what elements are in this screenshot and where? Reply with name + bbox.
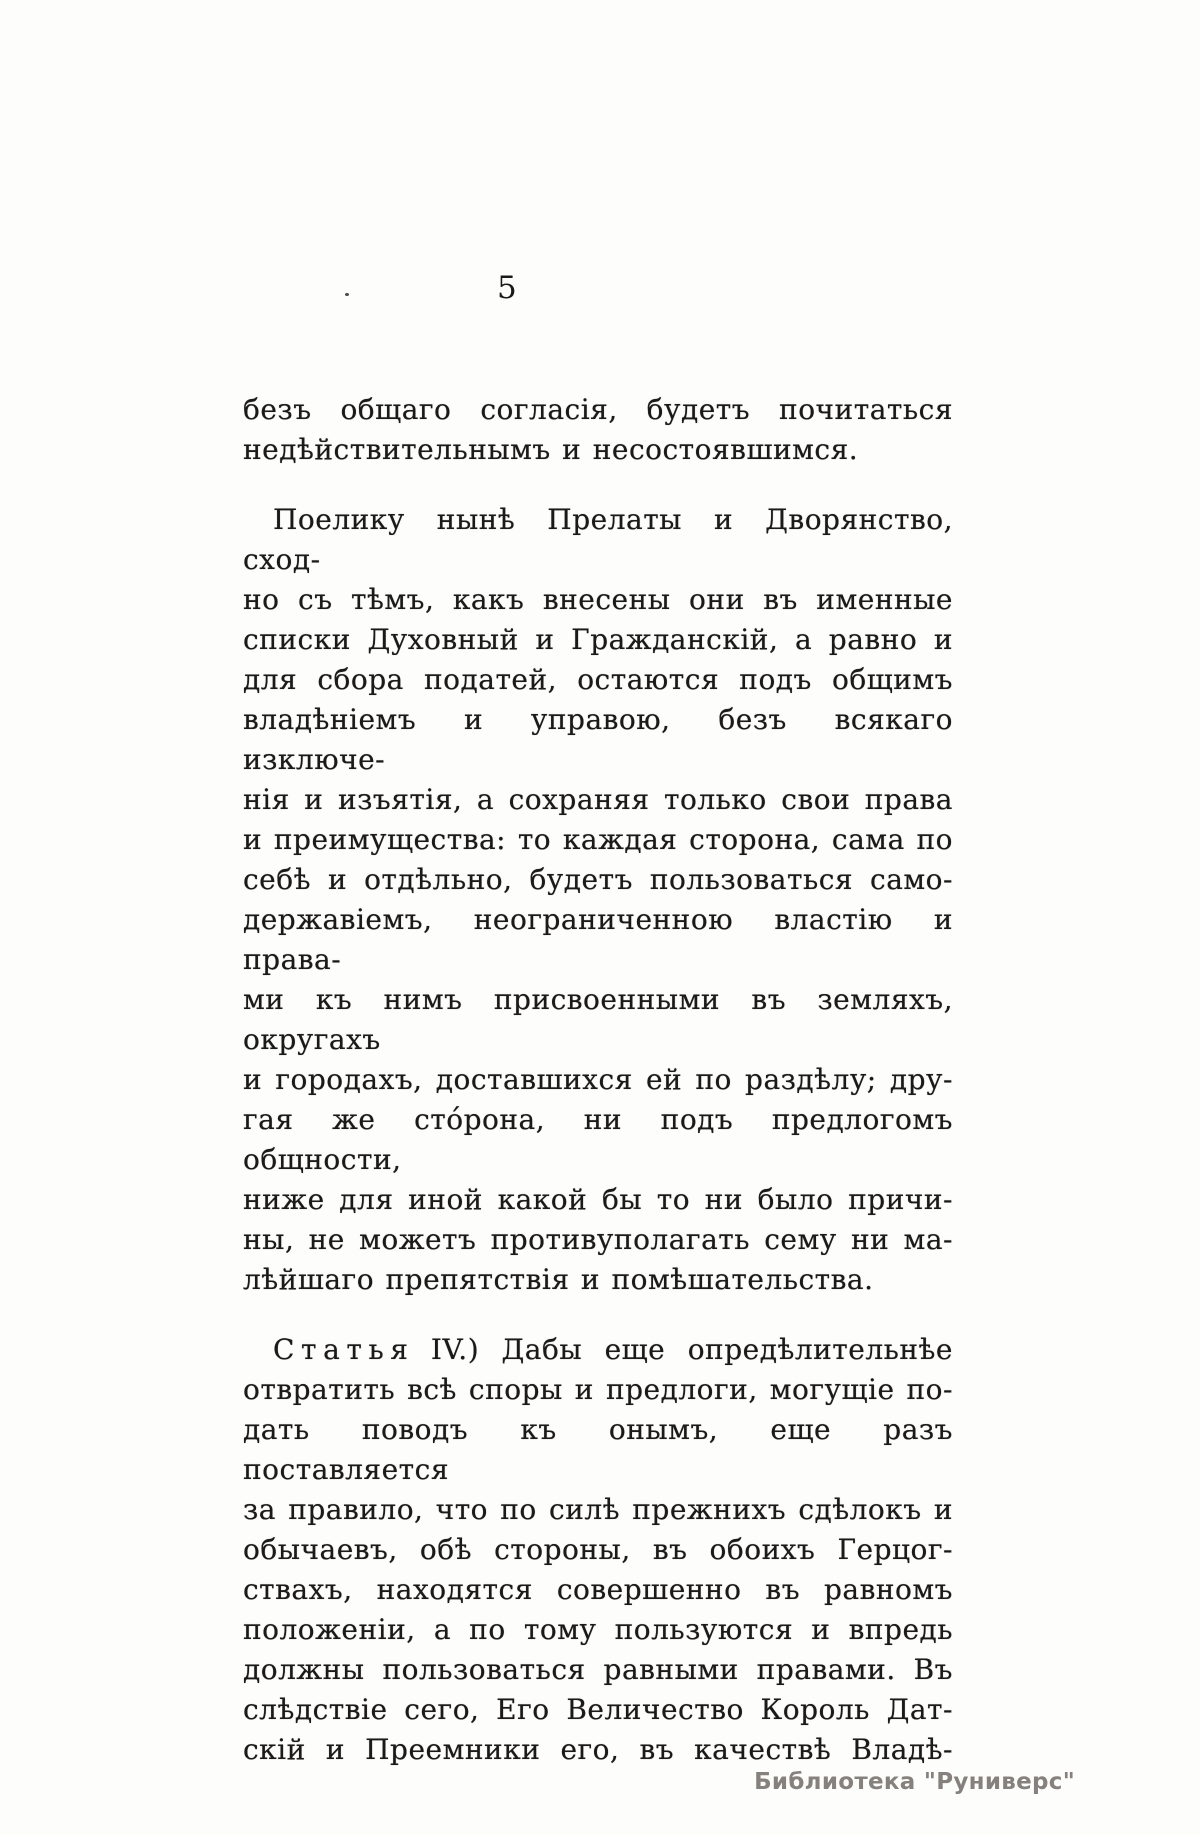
paragraph	[243, 1330, 953, 1770]
text-line: себѣ и отдѣльно, будетъ пользоваться само-	[243, 863, 953, 896]
text-line: нія и изъятія, а сохраняя только свои права	[243, 783, 953, 816]
text-line: ниже для иной какой бы то ни было причи-	[243, 1183, 953, 1216]
text-line: ми къ нимъ присвоенными въ земляхъ, округахъ	[243, 983, 953, 1056]
text-line: отвратить всѣ споры и предлоги, могущіе по-	[243, 1373, 953, 1406]
text-line: безъ общаго согласія, будетъ почитаться	[243, 393, 953, 426]
text-line: положеніи, а по тому пользуются и впредь	[243, 1613, 953, 1646]
paragraph	[243, 500, 953, 1300]
text-line: дать поводъ къ онымъ, еще разъ поставляется	[243, 1413, 953, 1486]
text-line: гая же сто́рона, ни подъ предлогомъ общности,	[243, 1103, 953, 1176]
text-line: скій и Преемники его, въ качествѣ Владѣ-	[243, 1733, 953, 1766]
text-line: списки Духовный и Гражданскій, а равно и	[243, 623, 953, 656]
text-line: должны пользоваться равными правами. Въ	[243, 1653, 953, 1686]
page-number: 5	[497, 270, 518, 306]
library-watermark: Библиотека "Руниверс"	[754, 1769, 1075, 1795]
paragraph	[243, 390, 953, 470]
text-line: ны, не можетъ противуполагать сему ни ма-	[243, 1223, 953, 1256]
text-line: лѣйшаго препятствія и помѣшательства.	[243, 1263, 874, 1296]
text-line: С т а т ь я IV.) Дабы еще опредѣлительнѣе	[273, 1333, 953, 1366]
text-line: недѣйствительнымъ и несостоявшимся.	[243, 433, 859, 466]
ink-speck	[345, 293, 349, 296]
text-line: для сбора податей, остаются подъ общимъ	[243, 663, 953, 696]
text-line: и городахъ, доставшихся ей по раздѣлу; дру-	[243, 1063, 953, 1096]
text-line: обычаевъ, обѣ стороны, въ обоихъ Герцог-	[243, 1533, 953, 1566]
text-line: но съ тѣмъ, какъ внесены они въ именные	[243, 583, 953, 616]
text-line: ствахъ, находятся совершенно въ равномъ	[243, 1573, 953, 1606]
text-line: Поелику нынѣ Прелаты и Дворянство, сход-	[243, 503, 953, 576]
text-line: владѣніемъ и управою, безъ всякаго изключе-	[243, 703, 953, 776]
text-line: за правило, что по силѣ прежнихъ сдѣлокъ и	[243, 1493, 953, 1526]
text-line: и преимущества: то каждая сторона, сама по	[243, 823, 953, 856]
text-line: слѣдствіе сего, Его Величество Король Дат-	[243, 1693, 953, 1726]
page-text	[243, 390, 953, 1770]
text-line: державіемъ, неограниченною властію и права-	[243, 903, 953, 976]
